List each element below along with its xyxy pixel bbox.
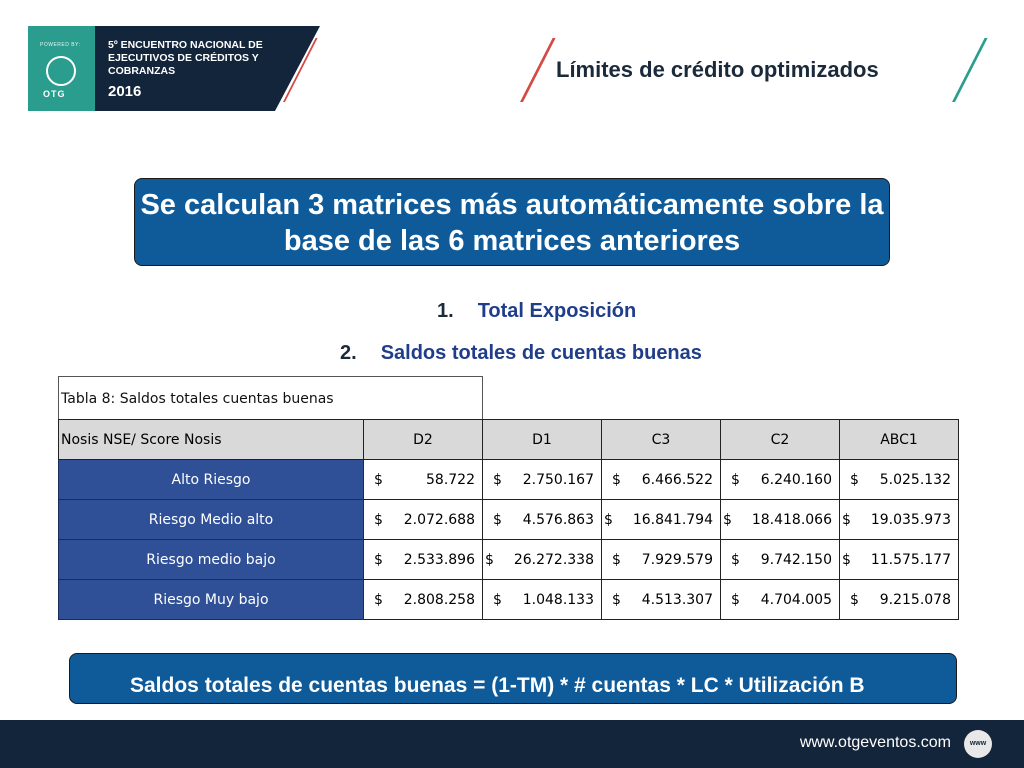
table-row: [59, 540, 959, 580]
table-cell: $ 18.418.066: [721, 500, 840, 540]
list-number: 1.: [437, 300, 454, 322]
table-row: [59, 580, 959, 620]
table-row: [59, 460, 959, 500]
table-cell: $ 2.072.688: [364, 500, 483, 540]
table-cell: $ 26.272.338: [483, 540, 602, 580]
table-cell: $ 2.533.896: [364, 540, 483, 580]
table-cell: $ 4.513.307: [602, 580, 721, 620]
table-header-row: [59, 420, 959, 460]
otg-logo-text: OTG: [43, 89, 66, 99]
row-label: Riesgo Muy bajo: [59, 580, 364, 620]
list-item-total-exposicion: [437, 300, 636, 323]
table-row: [59, 500, 959, 540]
row-label: Riesgo medio bajo: [59, 540, 364, 580]
list-text: Saldos totales de cuentas buenas: [380, 342, 702, 364]
page-title: Límites de crédito optimizados: [556, 57, 879, 82]
table-cell: $ 7.929.579: [602, 540, 721, 580]
footer-url-link[interactable]: www.otgeventos.com: [799, 734, 951, 751]
callout-box: Se calculan 3 matrices más automáticamente sobre la base de las 6 matrices anteriores: [134, 178, 890, 266]
globe-icon: www: [964, 730, 992, 758]
table-cell: $ 11.575.177: [840, 540, 959, 580]
table-corner-header: Nosis NSE/ Score Nosis: [59, 420, 364, 460]
otg-logo-icon: [46, 56, 76, 86]
table-cell: $ 9.742.150: [721, 540, 840, 580]
formula-box: Saldos totales de cuentas buenas = (1-TM) * # cuentas * LC * Utilización B: [69, 653, 957, 704]
table-caption: Tabla 8: Saldos totales cuentas buenas: [58, 376, 483, 420]
table-cell: $ 4.576.863: [483, 500, 602, 540]
column-header: C3: [602, 420, 721, 460]
event-banner: [28, 26, 320, 111]
column-header: ABC1: [840, 420, 959, 460]
table-cell: $ 19.035.973: [840, 500, 959, 540]
list-number: 2.: [340, 342, 357, 364]
list-item-saldos-totales: [340, 342, 702, 365]
row-label: Alto Riesgo: [59, 460, 364, 500]
powered-by-label: POWERED BY:: [40, 42, 81, 48]
saldos-table: [58, 419, 959, 620]
event-title: 5º ENCUENTRO NACIONAL DE EJECUTIVOS DE CRÉDITOS Y COBRANZAS: [108, 39, 263, 77]
table-cell: $ 6.466.522: [602, 460, 721, 500]
list-text: Total Exposición: [477, 300, 637, 322]
table-cell: $ 1.048.133: [483, 580, 602, 620]
title-teal-slash: [952, 38, 988, 102]
column-header: C2: [721, 420, 840, 460]
table-cell: $ 5.025.132: [840, 460, 959, 500]
banner-logo-panel: [28, 26, 95, 111]
row-label: Riesgo Medio alto: [59, 500, 364, 540]
table-cell: $ 6.240.160: [721, 460, 840, 500]
table-cell: $ 16.841.794: [602, 500, 721, 540]
footer-bar: [0, 720, 1024, 768]
column-header: D1: [483, 420, 602, 460]
table-cell: $ 58.722: [364, 460, 483, 500]
table-cell: $ 9.215.078: [840, 580, 959, 620]
title-red-slash: [520, 38, 556, 102]
table-cell: $ 4.704.005: [721, 580, 840, 620]
event-year: 2016: [108, 83, 142, 100]
table-cell: $ 2.808.258: [364, 580, 483, 620]
column-header: D2: [364, 420, 483, 460]
table-cell: $ 2.750.167: [483, 460, 602, 500]
